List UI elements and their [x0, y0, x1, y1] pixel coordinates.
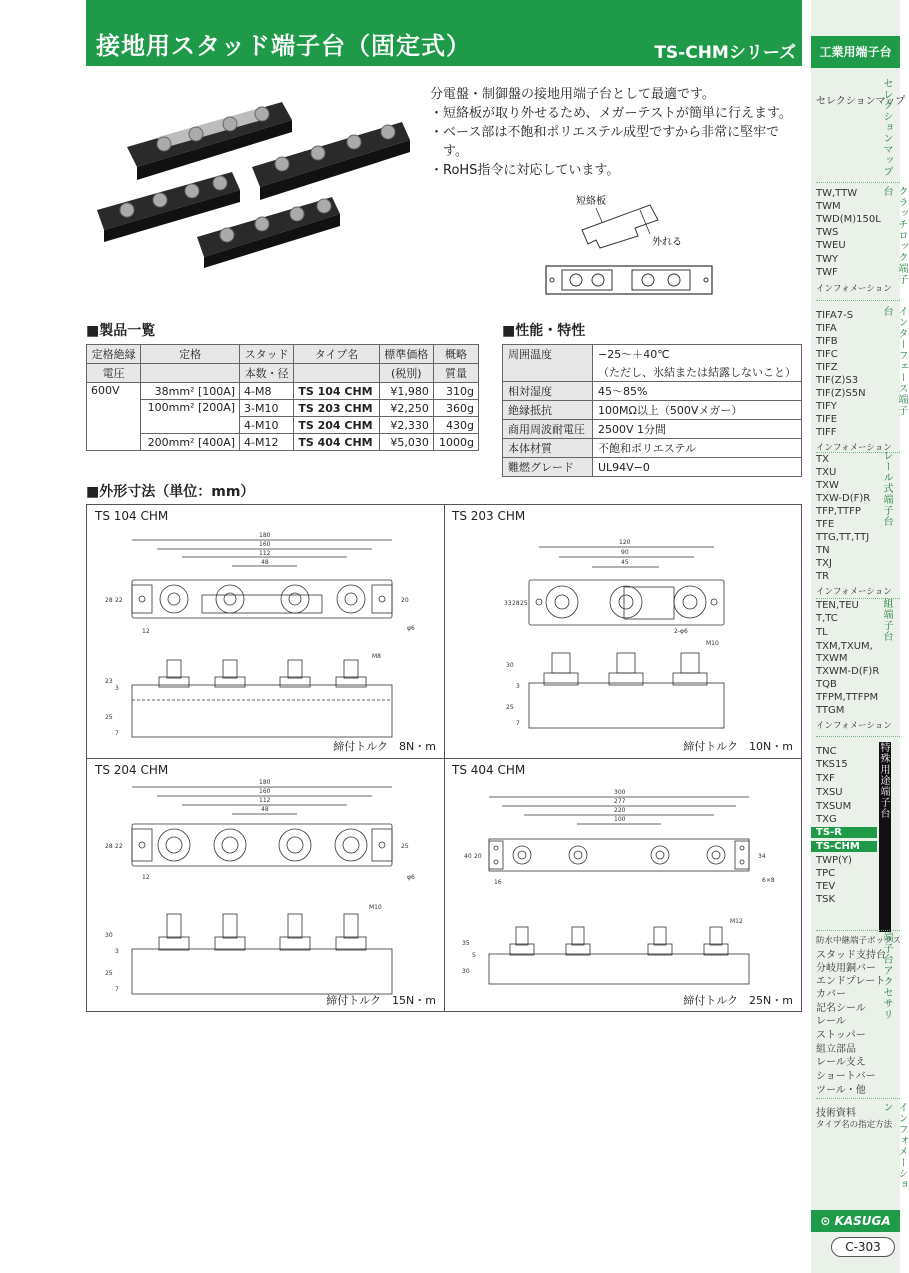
perf-value: −25〜＋40℃	[593, 345, 802, 364]
sidebar-item[interactable]: TWD(M)150L	[816, 214, 881, 225]
dim-label: 5	[472, 952, 476, 959]
table-header	[294, 364, 379, 383]
dim-label: 45	[621, 559, 629, 566]
rating-cell: 200mm² [400A]	[141, 434, 240, 451]
sidebar-item[interactable]: 記名シール	[816, 1003, 866, 1014]
stud-label: M10	[369, 904, 382, 911]
table-header	[141, 364, 240, 383]
model-name: TS 404 CHM	[452, 763, 526, 777]
perf-key: 難燃グレード	[503, 458, 593, 477]
sidebar-item[interactable]: レール支え	[816, 1057, 866, 1068]
table-header: 概略	[433, 345, 478, 364]
sidebar-item-ts-r[interactable]: TS-R	[811, 827, 877, 838]
sidebar-group-label[interactable]: インフォメーション	[881, 1102, 907, 1190]
table-row	[503, 382, 802, 401]
page-number: C-303	[831, 1237, 895, 1257]
sidebar-item[interactable]: TIF(Z)S5N	[816, 388, 866, 399]
voltage-cell: 600V	[87, 383, 141, 451]
sidebar	[811, 0, 907, 1273]
sidebar-group-label[interactable]: インターフェース端子台	[881, 306, 907, 416]
price-cell: ¥2,330	[379, 417, 433, 434]
table-row	[503, 439, 802, 458]
perf-value: 2500V 1分間	[593, 420, 802, 439]
sidebar-divider	[816, 736, 900, 737]
sidebar-item[interactable]: タイプ名の指定方法	[816, 1120, 893, 1130]
page-header	[86, 0, 802, 66]
dim-label: 25	[401, 843, 409, 850]
stud-cell: 4-M12	[240, 434, 294, 451]
sidebar-item[interactable]: TIFE	[816, 414, 838, 425]
torque-label: 締付トルク 15N・m	[326, 994, 436, 1007]
sidebar-item[interactable]: TWEU	[816, 240, 846, 251]
sidebar-item[interactable]: TW,TTW	[816, 188, 858, 199]
model-name: TS 104 CHM	[95, 509, 169, 523]
perf-key: 絶縁抵抗	[503, 401, 593, 420]
sidebar-item[interactable]: TIFF	[816, 427, 837, 438]
perf-value-note: （ただし、氷結または結露しないこと）	[593, 363, 802, 382]
intro-text	[430, 85, 792, 180]
table-row	[87, 400, 479, 417]
sidebar-item[interactable]: ツール・他	[816, 1085, 866, 1096]
intro-line: 分電盤・制御盤の接地用端子台として最適です。	[430, 87, 715, 102]
sidebar-item[interactable]: 防水中継端子ボックス	[816, 936, 901, 946]
page-title: 接地用スタッド端子台（固定式）	[96, 32, 471, 60]
dim-label: 25	[105, 970, 113, 977]
dim-label: 25	[506, 704, 514, 711]
table-header: 本数・径	[240, 364, 294, 383]
stud-cell: 3-M10	[240, 400, 294, 417]
dim-label: 25	[520, 600, 528, 607]
dim-label: 30	[506, 662, 514, 669]
sidebar-item[interactable]: TKS15	[816, 759, 848, 770]
dim-label: 7	[516, 720, 520, 727]
dim-label: 100	[614, 816, 626, 823]
dim-label: 277	[614, 798, 626, 805]
stud-label: M12	[730, 918, 743, 925]
dim-label: 35	[462, 940, 470, 947]
dim-label: 12	[142, 874, 150, 881]
dimension-drawings	[86, 504, 802, 1012]
dim-label: 16	[494, 879, 502, 886]
dim-label: φ6	[407, 874, 415, 881]
sidebar-divider	[816, 1098, 900, 1099]
perf-key: 本体材質	[503, 439, 593, 458]
dim-label: 28	[105, 597, 113, 604]
sidebar-item[interactable]: TXSUM	[816, 801, 852, 812]
sidebar-item[interactable]: TIFB	[816, 336, 838, 347]
price-cell: ¥1,980	[379, 383, 433, 400]
performance-title: ■性能・特性	[502, 323, 586, 339]
sidebar-item[interactable]: インフォメーション	[816, 284, 892, 294]
sidebar-item[interactable]: TIFA7-S	[816, 310, 854, 321]
sidebar-item[interactable]: 技術資料	[816, 1108, 856, 1119]
perf-value: 45〜85%	[593, 382, 802, 401]
sidebar-item[interactable]: TN	[816, 545, 830, 556]
sidebar-item[interactable]: カバー	[816, 989, 846, 1000]
brand-logo: ⊙ KASUGA	[811, 1210, 900, 1232]
table-row	[503, 458, 802, 477]
type-cell: TS 204 CHM	[294, 417, 379, 434]
sidebar-item[interactable]: TXWM-D(F)R	[816, 666, 880, 677]
dim-label: 25	[105, 714, 113, 721]
model-name: TS 204 CHM	[95, 763, 169, 777]
sidebar-item[interactable]: スタッド支持台	[816, 950, 886, 961]
price-cell: ¥5,030	[379, 434, 433, 451]
sidebar-item[interactable]: TXW-D(F)R	[816, 493, 871, 504]
sidebar-item-selection-map[interactable]: セレクションマップ	[816, 96, 906, 107]
sidebar-item[interactable]: ショートバー	[816, 1071, 876, 1082]
product-photo	[92, 92, 412, 282]
dim-label: 22	[115, 597, 123, 604]
sidebar-item[interactable]: インフォメーション	[816, 721, 892, 731]
dim-label: 180	[259, 532, 271, 539]
stud-cell: 4-M10	[240, 417, 294, 434]
sidebar-item[interactable]: TNC	[816, 746, 837, 757]
dim-label: 3	[115, 948, 119, 955]
dim-label: 160	[259, 541, 271, 548]
table-row	[87, 434, 479, 451]
dim-label: 20	[401, 597, 409, 604]
sidebar-item[interactable]: TPC	[816, 868, 836, 879]
dim-label: 28	[105, 843, 113, 850]
sidebar-item[interactable]: T,TC	[816, 613, 838, 624]
type-cell: TS 203 CHM	[294, 400, 379, 417]
sidebar-divider	[816, 182, 900, 183]
table-header: タイプ名	[294, 345, 379, 364]
table-header: 質量	[433, 364, 478, 383]
torque-label: 締付トルク 10N・m	[683, 740, 793, 753]
sidebar-item[interactable]: TQB	[816, 679, 837, 690]
sidebar-item[interactable]: TX	[816, 454, 829, 465]
stud-label: M8	[372, 653, 381, 660]
table-row	[87, 383, 479, 400]
sidebar-item[interactable]: TSK	[816, 894, 836, 905]
sidebar-item[interactable]: TXF	[816, 773, 835, 784]
perf-value: UL94V−0	[593, 458, 802, 477]
table-header: 定格絶縁	[87, 345, 141, 364]
drawing-ts204chm	[87, 759, 444, 1012]
sidebar-item[interactable]: TXM,TXUM,	[816, 641, 873, 652]
dim-label: 30	[462, 968, 470, 975]
mass-cell: 360g	[433, 400, 478, 417]
sidebar-item[interactable]: TWP(Y)	[816, 855, 852, 866]
sidebar-item[interactable]: 組立部品	[816, 1044, 856, 1055]
removable-label: 外れる	[652, 237, 682, 248]
sidebar-item[interactable]: TL	[816, 627, 828, 638]
sidebar-item[interactable]: TWM	[816, 201, 841, 212]
sidebar-item[interactable]: TTGM	[816, 705, 845, 716]
price-cell: ¥2,250	[379, 400, 433, 417]
dim-label: 300	[614, 789, 626, 796]
sidebar-item[interactable]: TXG	[816, 814, 837, 825]
rating-cell: 38mm² [100A]	[141, 383, 240, 400]
dim-label: 90	[621, 549, 629, 556]
dim-label: 33	[504, 600, 512, 607]
table-header: 標準価格	[379, 345, 433, 364]
dim-label: 180	[259, 779, 271, 786]
perf-key: 商用周波耐電圧	[503, 420, 593, 439]
sidebar-item[interactable]: TIFY	[816, 401, 837, 412]
dim-label: 23	[105, 678, 113, 685]
table-header: 電圧	[87, 364, 141, 383]
table-header: 定格	[141, 345, 240, 364]
intro-line: す。	[430, 144, 468, 159]
dim-label: 34	[758, 853, 766, 860]
model-name: TS 203 CHM	[452, 509, 526, 523]
sidebar-item[interactable]: TIFA	[816, 323, 837, 334]
sidebar-item[interactable]: インフォメーション	[816, 443, 892, 453]
product-table	[86, 344, 479, 451]
sidebar-item[interactable]: TIF(Z)S3	[816, 375, 859, 386]
sidebar-item[interactable]: TXJ	[816, 558, 832, 569]
intro-line: ・ベース部は不飽和ポリエステル成型ですから非常に堅牢で	[430, 125, 780, 140]
sidebar-item[interactable]: TFPM,TTFPM	[816, 692, 879, 703]
mass-cell: 1000g	[433, 434, 478, 451]
sidebar-group-selection-map[interactable]: セレクションマップ	[881, 78, 892, 177]
dim-label: 112	[259, 797, 271, 804]
sidebar-item[interactable]: 分岐用銅バー	[816, 963, 876, 974]
torque-label: 締付トルク 8N・m	[333, 740, 436, 753]
dim-label: 3	[115, 685, 119, 692]
sidebar-item[interactable]: TR	[816, 571, 830, 582]
stud-label: M10	[706, 640, 719, 647]
sidebar-item[interactable]: TXWM	[816, 653, 848, 664]
sidebar-divider	[816, 300, 900, 301]
sidebar-item[interactable]: エンドプレート	[816, 976, 886, 987]
table-header: (税別)	[379, 364, 433, 383]
table-row	[503, 420, 802, 439]
stud-cell: 4-M8	[240, 383, 294, 400]
dim-label: 40	[464, 853, 472, 860]
short-plate-diagram	[540, 190, 720, 300]
sidebar-item[interactable]: TXW	[816, 480, 839, 491]
table-row	[503, 345, 802, 364]
sidebar-item[interactable]: TFE	[816, 519, 835, 530]
mass-cell: 430g	[433, 417, 478, 434]
dim-label: 48	[261, 559, 269, 566]
short-plate-label: 短絡板	[576, 196, 606, 207]
dim-label: 28	[512, 600, 520, 607]
sidebar-item[interactable]: TIFC	[816, 349, 838, 360]
sidebar-title: 工業用端子台	[811, 36, 900, 68]
perf-key: 周囲温度	[503, 345, 593, 382]
perf-value: 不飽和ポリエステル	[593, 439, 802, 458]
sidebar-item[interactable]: TXSU	[816, 787, 843, 798]
product-list-title: ■製品一覧	[86, 323, 156, 339]
performance-table	[502, 344, 802, 477]
sidebar-item[interactable]: TEN,TEU	[816, 600, 859, 611]
torque-label: 締付トルク 25N・m	[683, 994, 793, 1007]
dim-label: 12	[142, 628, 150, 635]
series-name: TS-CHMシリーズ	[654, 43, 796, 63]
dim-label: 30	[105, 932, 113, 939]
dimensions-title: ■外形寸法（単位：mm）	[86, 484, 255, 500]
sidebar-item[interactable]: TIFZ	[816, 362, 838, 373]
dim-label: 160	[259, 788, 271, 795]
drawing-ts203chm	[444, 505, 801, 758]
dim-label: 22	[115, 843, 123, 850]
table-header: スタッド	[240, 345, 294, 364]
sidebar-item[interactable]: インフォメーション	[816, 587, 892, 597]
sidebar-item[interactable]: ストッパー	[816, 1030, 866, 1041]
intro-line: ・短絡板が取り外せるため、メガーテストが簡単に行えます。	[430, 106, 792, 121]
mass-cell: 310g	[433, 383, 478, 400]
intro-line: ・RoHS指令に対応しています。	[430, 163, 620, 178]
dim-label: 112	[259, 550, 271, 557]
sidebar-group-label[interactable]: 組端子台	[881, 598, 892, 642]
dim-label: 48	[261, 806, 269, 813]
rating-cell: 100mm² [200A]	[141, 400, 240, 434]
perf-key: 相対湿度	[503, 382, 593, 401]
drawing-ts104chm	[87, 505, 444, 758]
dim-label: 20	[474, 853, 482, 860]
drawing-ts404chm	[444, 759, 801, 1012]
sidebar-item[interactable]: TWF	[816, 267, 838, 278]
sidebar-item[interactable]: TXU	[816, 467, 837, 478]
dim-label: 6×8	[762, 877, 775, 884]
dim-label: 7	[115, 986, 119, 993]
dim-label: 120	[619, 539, 631, 546]
sidebar-divider	[816, 930, 900, 931]
dim-label: 3	[516, 683, 520, 690]
sidebar-group-label[interactable]: レール式端子台	[881, 450, 892, 527]
sidebar-item[interactable]: レール	[816, 1016, 846, 1027]
table-row	[503, 401, 802, 420]
dim-label: φ6	[407, 625, 415, 632]
sidebar-item-ts-chm-active[interactable]: TS-CHM	[811, 841, 877, 852]
sidebar-group-label[interactable]: クラッチロック端子台	[881, 186, 907, 285]
type-cell: TS 104 CHM	[294, 383, 379, 400]
sidebar-item[interactable]: TWS	[816, 227, 839, 238]
sidebar-item[interactable]: TTG,TT,TTJ	[816, 532, 870, 543]
sidebar-group-label-active[interactable]: 特殊用途端子台	[879, 742, 891, 932]
perf-value: 100MΩ以上（500Vメガー）	[593, 401, 802, 420]
sidebar-item[interactable]: TFP,TTFP	[816, 506, 861, 517]
sidebar-item[interactable]: TWY	[816, 254, 839, 265]
type-cell: TS 404 CHM	[294, 434, 379, 451]
sidebar-item[interactable]: TEV	[816, 881, 836, 892]
dim-label: 2-φ6	[674, 628, 688, 635]
dim-label: 7	[115, 730, 119, 737]
dim-label: 220	[614, 807, 626, 814]
sidebar-group-label[interactable]: 端子台アクセサリ	[881, 932, 892, 1020]
